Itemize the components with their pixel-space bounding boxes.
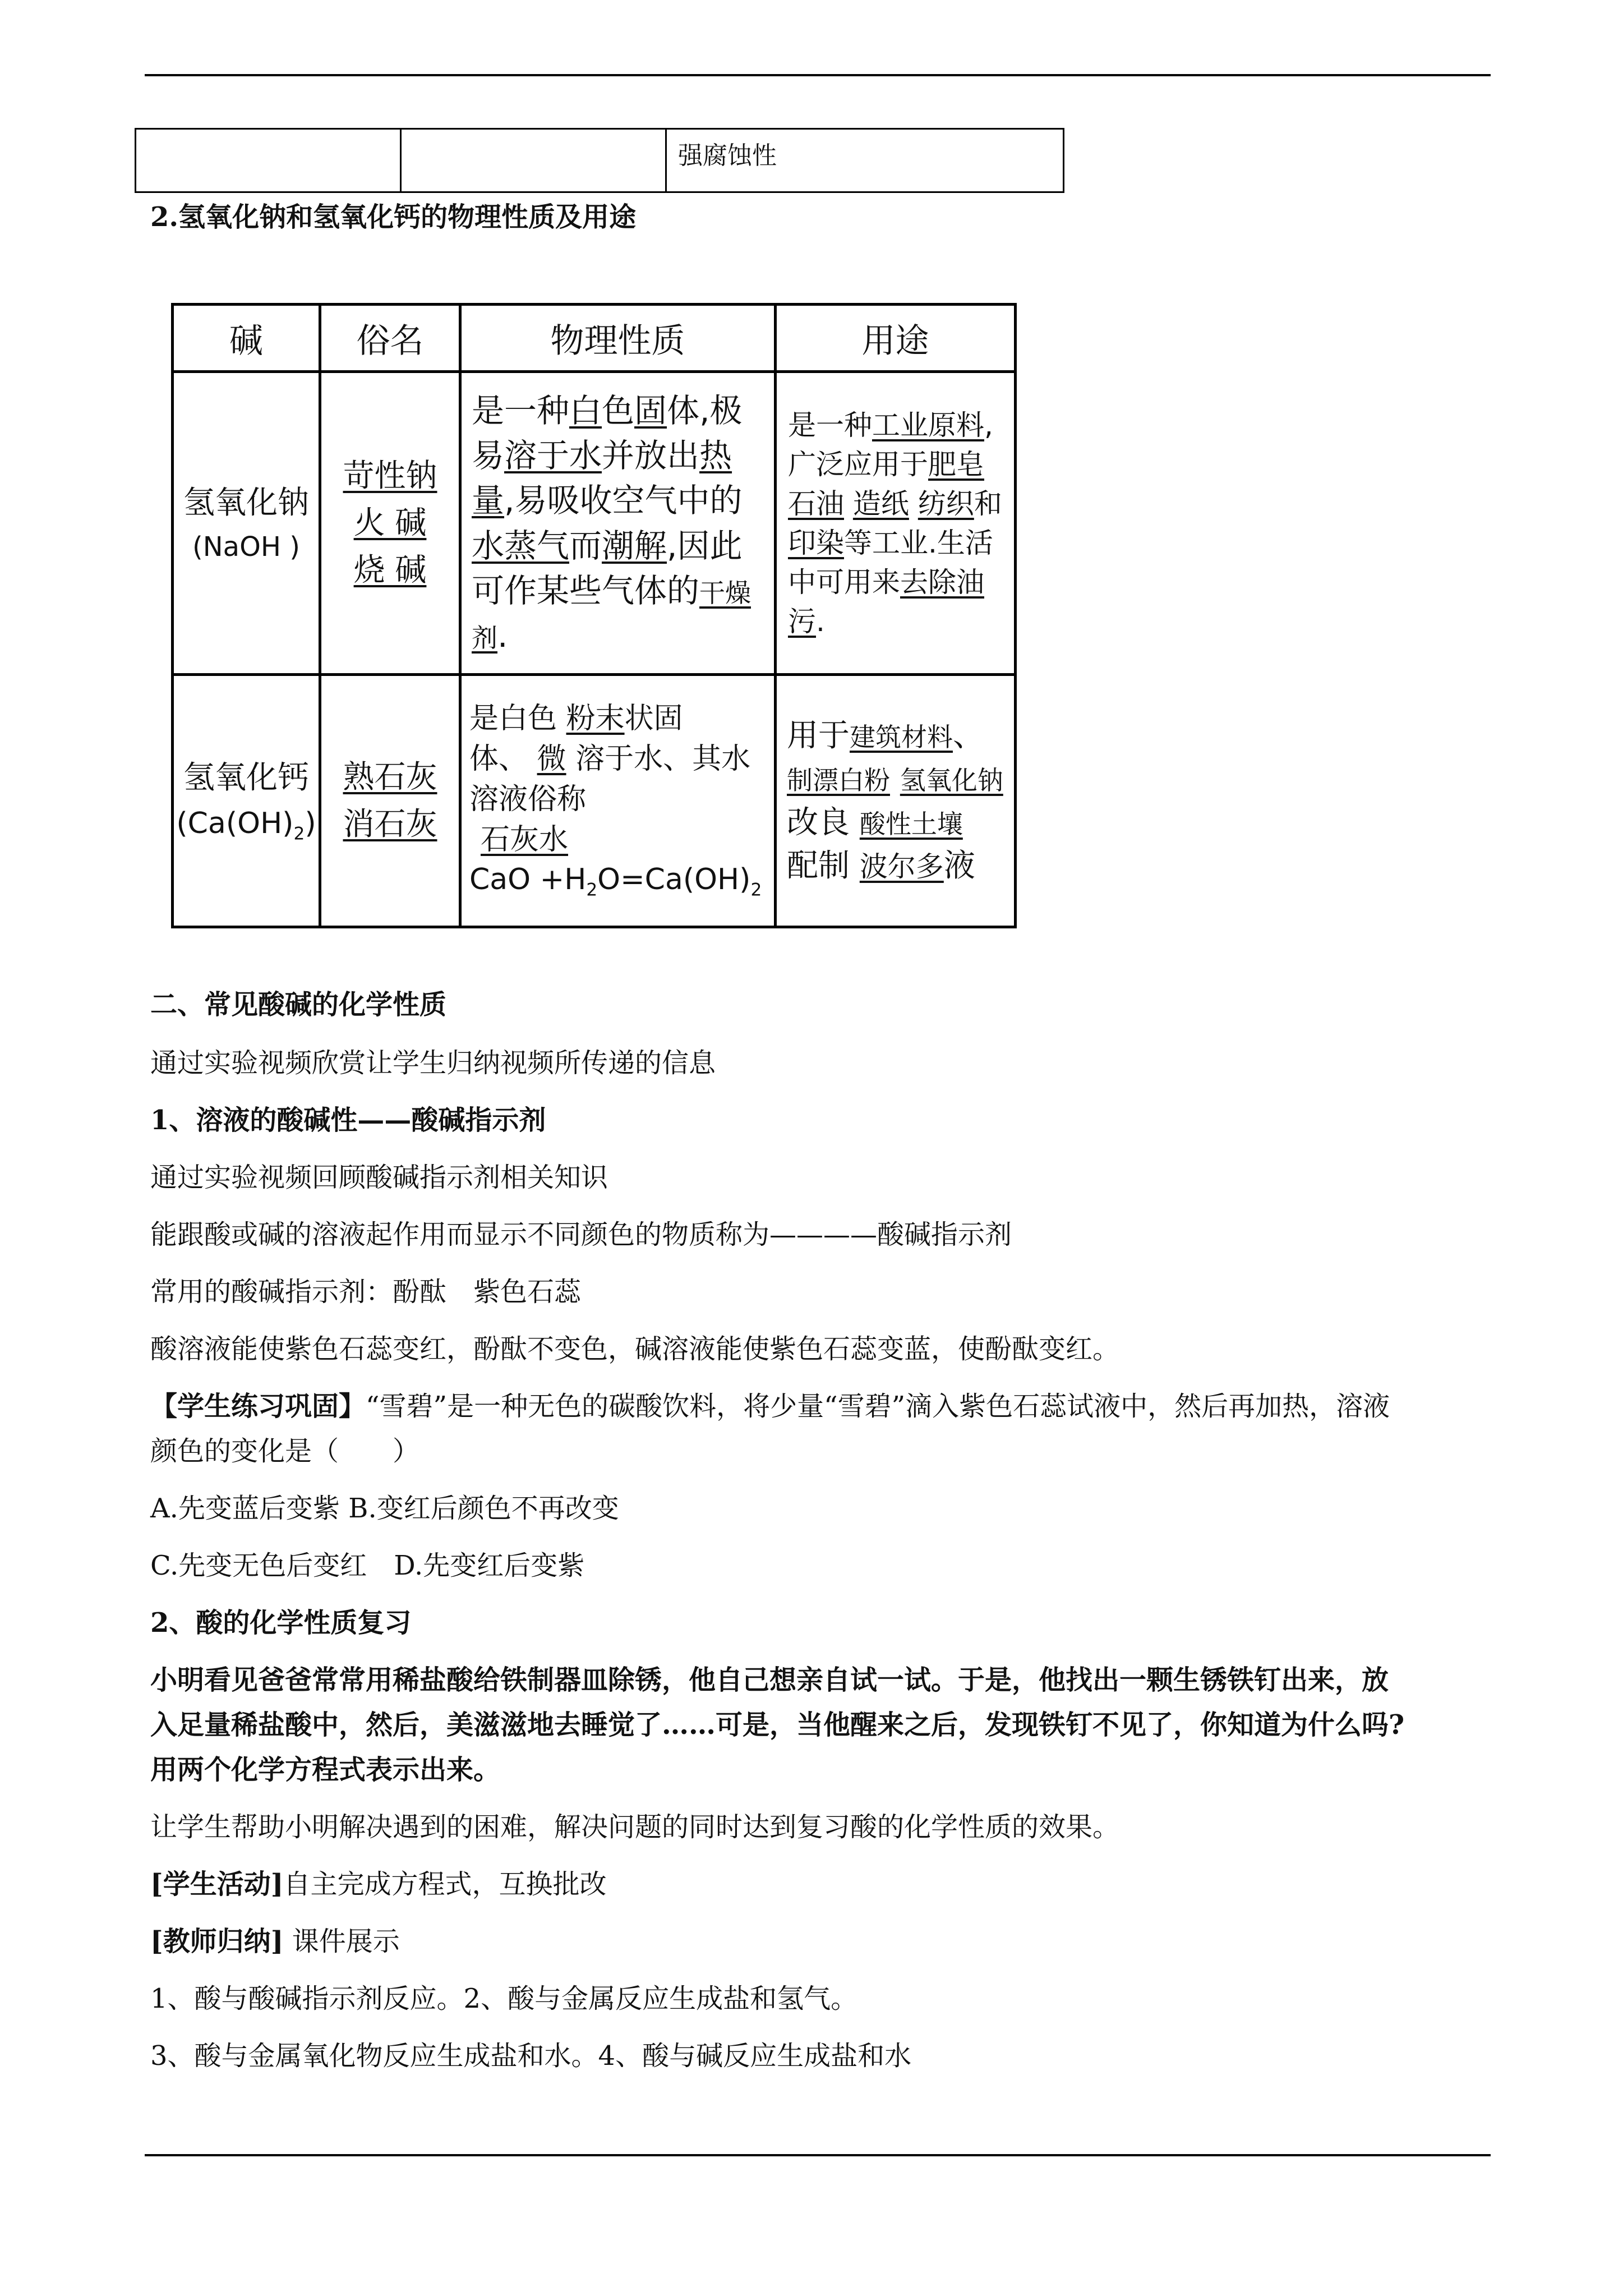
story-line: 小明看见爸爸常常用稀盐酸给铁制器皿除锈，他自己想亲自试一试。于是，他找出一颗生锈铁钉出来，放 (150, 1664, 1389, 1696)
caoh-equation-sub: 2 (586, 880, 598, 900)
naoh-physical-blank: 溶于水 (504, 436, 602, 475)
teacher-summary-label: [教师归纳] (150, 1926, 284, 1957)
naoh-physical-text: . (497, 616, 508, 655)
naoh-physical-blank: 干燥剂 (472, 577, 751, 653)
caoh-nickname-cell (320, 675, 460, 927)
caoh-formula-sub: 2 (293, 823, 305, 844)
naoh-physical-text: 体,极易 (472, 392, 743, 475)
naoh-nickname-3: 烧 碱 (353, 551, 427, 588)
caoh-uses-text: 配制 (787, 847, 850, 884)
section2-title: 2.氢氧化钠和氢氧化钙的物理性质及用途 (150, 201, 637, 233)
subheading-indicator: 1、溶液的酸碱性——酸碱指示剂 (150, 1105, 546, 1136)
option-line: C.先变无色后变红 D.先变红后变紫 (150, 1550, 585, 1581)
naoh-physical-blank: 潮解 (602, 526, 667, 565)
naoh-nickname-cell (320, 372, 460, 675)
caoh-physical-text: 是白色 (469, 702, 557, 736)
caoh-uses-blank: 酸性土壤 (859, 808, 963, 839)
caoh-physical-text: 溶于水、其水溶液俗称 (469, 742, 751, 816)
caoh-uses-cell (776, 675, 1016, 927)
naoh-physical-text: ,易吸收空气中的 (504, 481, 743, 520)
text-line: 颜色的变化是（ ） (150, 1435, 420, 1467)
caoh-equation-sub: 2 (750, 880, 762, 900)
naoh-uses-text: 和 (974, 487, 1002, 520)
caoh-uses-blank: 制漂白粉 (787, 765, 890, 796)
story-line: 入足量稀盐酸中，然后，美滋滋地去睡觉了……可是，当他醒来之后，发现铁钉不见了，你知道为什么吗? (150, 1709, 1405, 1741)
naoh-physical-text: 而 (569, 526, 602, 565)
naoh-uses-blank: 肥皂 (928, 448, 984, 481)
story-line: 用两个化学方程式表示出来。 (150, 1754, 501, 1786)
student-activity-line (150, 1862, 606, 1901)
exercise-line (150, 1384, 1390, 1423)
teacher-summary-text: 课件展示 (283, 1926, 400, 1957)
caoh-nickname-2: 消石灰 (343, 806, 437, 843)
base-table (171, 303, 1017, 928)
naoh-formula: (NaOH ) (192, 531, 300, 563)
text-line: 酸溶液能使紫色石蕊变红，酚酞不变色，碱溶液能使紫色石蕊变蓝，使酚酞变红。 (150, 1333, 1120, 1365)
top-table-cell-2 (401, 129, 666, 192)
section-heading-chemical-properties: 二、常见酸碱的化学性质 (150, 989, 447, 1020)
caoh-formula (174, 802, 319, 847)
footer-rule (145, 2154, 1491, 2156)
text-line: 1、酸与酸碱指示剂反应。2、酸与金属反应生成盐和氢气。 (150, 1983, 858, 2014)
table-row-caoh (173, 675, 1016, 927)
subheading-acid: 2、酸的化学性质复习 (150, 1607, 412, 1639)
top-table-cell-3: 强腐蚀性 (666, 129, 1064, 192)
naoh-physical-text: 色 (602, 392, 635, 430)
caoh-equation-part: O=Ca(OH) (597, 863, 751, 897)
naoh-nickname-1: 苛性钠 (343, 457, 437, 494)
caoh-physical-cell (460, 675, 776, 927)
naoh-uses-blank: 造纸 (852, 487, 909, 520)
table-row-naoh (173, 372, 1016, 675)
table-header-row (173, 305, 1016, 372)
exercise-label: 【学生练习巩固】 (150, 1391, 366, 1422)
exercise-text: “雪碧”是一种无色的碳酸饮料，将少量“雪碧”滴入紫色石蕊试液中，然后再加热，溶液 (366, 1391, 1390, 1422)
naoh-uses-text: . (816, 605, 825, 638)
caoh-physical-blank: 微 (537, 742, 566, 776)
caoh-equation (469, 863, 762, 900)
caoh-uses-text: 用于 (787, 717, 850, 754)
table-row (136, 129, 1064, 192)
text-line: 通过实验视频回顾酸碱指示剂相关知识 (150, 1162, 608, 1193)
caoh-formula-end: ) (305, 806, 316, 840)
caoh-uses-blank: 建筑材料 (850, 721, 953, 752)
naoh-uses-text: 是一种 (788, 408, 872, 441)
teacher-summary-line (150, 1920, 400, 1958)
top-table (135, 128, 1064, 193)
top-table-cell-1 (136, 129, 401, 192)
naoh-uses-blank: 去除油污 (788, 565, 984, 638)
option-line: A.先变蓝后变紫 B.变红后颜色不再改变 (150, 1493, 619, 1524)
naoh-physical-blank: 固 (634, 392, 667, 430)
naoh-physical-blank: 水蒸气 (472, 526, 570, 565)
naoh-nickname-2: 火 碱 (353, 504, 427, 541)
naoh-physical-blank: 白 (569, 392, 602, 430)
naoh-physical-blank: 热量 (472, 436, 732, 520)
naoh-uses-text: 等工业.生活中可用来 (788, 526, 993, 599)
text-line: 让学生帮助小明解决遇到的困难，解决问题的同时达到复习酸的化学性质的效果。 (150, 1811, 1120, 1843)
naoh-physical-text: ,因此可作某些气体的 (472, 526, 743, 610)
naoh-name-cell (173, 372, 320, 675)
header-physical: 物理性质 (460, 305, 776, 372)
naoh-physical-text: 并放出 (602, 436, 700, 475)
text-line: 能跟酸或碱的溶液起作用而显示不同颜色的物质称为————酸碱指示剂 (150, 1219, 1012, 1250)
caoh-nickname-1: 熟石灰 (343, 758, 437, 795)
naoh-uses-cell (776, 372, 1016, 675)
header-base: 碱 (173, 305, 320, 372)
naoh-physical-cell (460, 372, 776, 675)
caoh-uses-text: 液 (943, 847, 975, 884)
text-line: 常用的酸碱指示剂：酚酞 紫色石蕊 (150, 1276, 582, 1308)
naoh-uses-blank: 印染 (788, 526, 844, 559)
naoh-uses-blank: 纺织 (917, 487, 974, 520)
text-line: 3、酸与金属氧化物反应生成盐和水。4、酸与碱反应生成盐和水 (150, 2040, 912, 2072)
caoh-equation-part: CaO +H (469, 863, 587, 897)
header-nickname: 俗名 (320, 305, 460, 372)
student-activity-label: [学生活动] (150, 1869, 284, 1900)
header-uses: 用途 (776, 305, 1016, 372)
header-rule (145, 74, 1491, 76)
caoh-uses-blank: 波尔多 (859, 850, 944, 883)
student-activity-text: 自主完成方程式，互换批改 (283, 1869, 607, 1900)
naoh-uses-text: ,广泛应用于 (788, 408, 993, 481)
caoh-physical-blank: 石灰水 (481, 822, 569, 857)
caoh-physical-blank: 粉末 (566, 702, 625, 736)
naoh-uses-blank: 工业原料 (872, 408, 984, 441)
naoh-uses-blank: 石油 (788, 487, 844, 520)
caoh-physical-text: 状固体、 (469, 702, 683, 776)
caoh-uses-blank: 氢氧化钠 (900, 765, 1003, 796)
naoh-physical-text: 是一种 (472, 392, 570, 430)
caoh-uses-text: 改良 (787, 804, 850, 841)
caoh-name: 氢氧化钙 (183, 759, 309, 796)
caoh-uses-text: 、 (953, 717, 984, 754)
caoh-formula-main: (Ca(OH) (176, 806, 294, 840)
naoh-name: 氢氧化钠 (183, 484, 309, 521)
text-line: 通过实验视频欣赏让学生归纳视频所传递的信息 (150, 1047, 716, 1079)
caoh-name-cell (173, 675, 320, 927)
